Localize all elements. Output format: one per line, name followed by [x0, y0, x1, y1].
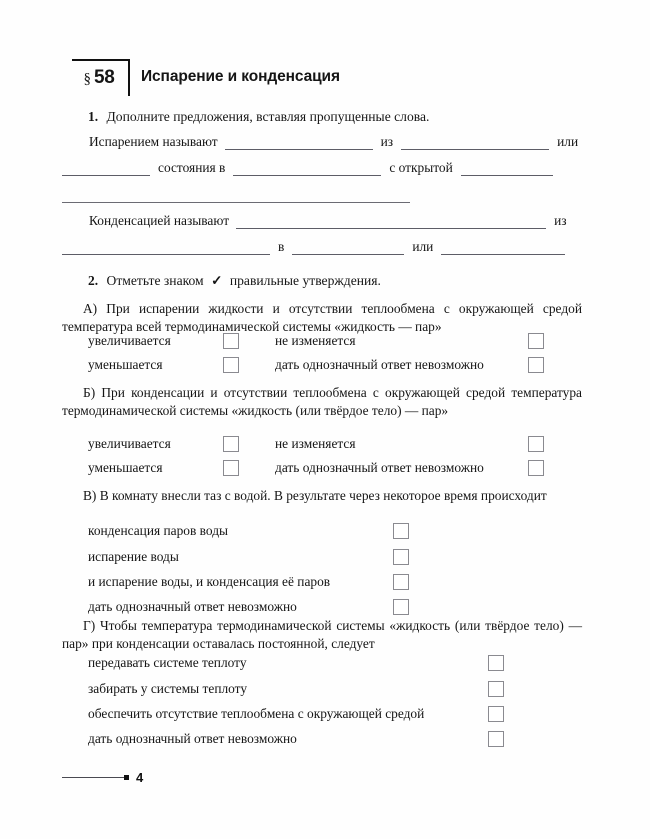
task-1-blank-line-5 [62, 236, 582, 255]
blank-rule[interactable] [441, 241, 565, 255]
task-1-number: 1. [88, 109, 99, 124]
task-2-prompt-before: Отметьте знаком [106, 273, 204, 288]
footer-square-bullet-icon [124, 775, 129, 780]
option-label: дать однозначный ответ невозможно [88, 731, 297, 746]
blank-rule[interactable] [461, 162, 553, 176]
option-label: не изменяется [275, 333, 356, 348]
item-statement: При испарении жидкости и отсутствии теплообмена с окружающей средой температура всей термодинамической системы «жидкость — пар» [62, 301, 582, 334]
option-row [88, 599, 428, 615]
option-checkbox[interactable] [393, 574, 409, 590]
option-label: и испарение воды, и конденсация её паров [88, 574, 331, 589]
option-row [88, 436, 558, 452]
item-letter: А) [83, 301, 98, 316]
option-label: дать однозначный ответ невозможно [275, 357, 484, 372]
option-label: увеличивается [88, 333, 171, 348]
option-row [88, 655, 518, 671]
blank-label: в [278, 239, 285, 254]
option-row [88, 706, 518, 722]
option-checkbox[interactable] [393, 549, 409, 565]
task-2-item-v-text [62, 487, 582, 505]
checkmark-icon: ✓ [211, 273, 223, 288]
option-label: дать однозначный ответ невозможно [88, 599, 297, 614]
blank-label: из [554, 213, 567, 228]
blank-label: Испарением называют [89, 134, 218, 149]
page-number: 4 [136, 770, 144, 785]
task-1-blank-line-3 [62, 184, 422, 203]
blank-label: или [557, 134, 579, 149]
blank-label: или [412, 239, 434, 254]
page-title: Испарение и конденсация [141, 68, 340, 85]
section-number-box [72, 59, 130, 96]
option-label: испарение воды [88, 549, 179, 564]
section-number: 58 [93, 67, 115, 88]
option-label: уменьшается [88, 460, 163, 475]
option-label: передавать системе теплоту [88, 655, 247, 670]
option-checkbox[interactable] [223, 333, 239, 349]
option-checkbox[interactable] [488, 706, 504, 722]
option-checkbox[interactable] [393, 599, 409, 615]
option-row [88, 460, 558, 476]
option-checkbox[interactable] [528, 333, 544, 349]
option-checkbox[interactable] [223, 436, 239, 452]
option-checkbox[interactable] [393, 523, 409, 539]
option-checkbox[interactable] [223, 357, 239, 373]
blank-label: из [380, 134, 394, 149]
task-2-prompt-after: правильные утверждения. [229, 273, 381, 288]
task-2-item-a-text [62, 300, 582, 335]
task-2-prompt [88, 274, 381, 288]
blank-rule[interactable] [233, 162, 381, 176]
footer-rule [62, 776, 124, 778]
item-statement: В комнату внесли таз с водой. В результате через некоторое время происходит [99, 488, 547, 503]
option-label: уменьшается [88, 357, 163, 372]
option-checkbox[interactable] [528, 460, 544, 476]
task-1-prompt-text: Дополните предложения, вставляя пропущенные слова. [106, 109, 430, 124]
option-label: конденсация паров воды [88, 523, 229, 538]
section-header [72, 58, 340, 96]
option-row [88, 731, 518, 747]
option-row [88, 523, 428, 539]
option-checkbox[interactable] [488, 681, 504, 697]
item-letter: В) [83, 488, 97, 503]
option-row [88, 681, 518, 697]
option-row [88, 549, 428, 565]
option-checkbox[interactable] [528, 357, 544, 373]
blank-rule[interactable] [401, 136, 549, 150]
blank-label: состояния в [158, 160, 226, 175]
blank-rule[interactable] [62, 241, 270, 255]
task-1-blank-line-1 [88, 131, 580, 150]
page-footer [62, 770, 143, 785]
blank-rule[interactable] [62, 162, 150, 176]
option-checkbox[interactable] [223, 460, 239, 476]
blank-rule[interactable] [292, 241, 404, 255]
task-1-blank-line-4 [88, 210, 582, 229]
task-2-number: 2. [88, 273, 99, 288]
blank-label: с открытой [389, 160, 453, 175]
option-checkbox[interactable] [488, 655, 504, 671]
option-label: увеличивается [88, 436, 171, 451]
option-row [88, 333, 558, 349]
task-1-blank-line-2 [62, 157, 582, 176]
option-checkbox[interactable] [488, 731, 504, 747]
option-label: не изменяется [275, 436, 356, 451]
item-letter: Б) [83, 385, 96, 400]
option-row [88, 574, 428, 590]
option-label: забирать у системы теплоту [88, 681, 248, 696]
option-label: дать однозначный ответ невозможно [275, 460, 484, 475]
task-2-item-g-text [62, 617, 582, 652]
task-2-item-b-text [62, 384, 582, 419]
item-statement: Чтобы температура термодинамической системы «жидкость (или твёрдое тело) — пар» при конденсации оставалась постоянной, следует [62, 618, 582, 651]
blank-rule[interactable] [236, 215, 546, 229]
item-letter: Г) [83, 618, 96, 633]
section-sign: § [83, 70, 91, 87]
option-label: обеспечить отсутствие теплообмена с окружающей средой [88, 706, 425, 721]
blank-rule[interactable] [62, 189, 410, 203]
task-1-prompt [88, 110, 429, 124]
option-checkbox[interactable] [528, 436, 544, 452]
blank-rule[interactable] [225, 136, 373, 150]
option-row [88, 357, 558, 373]
item-statement: При конденсации и отсутствии теплообмена с окружающей средой температура термодинамической системы «жидкость (или твёрдое тело) — пар» [62, 385, 582, 418]
blank-label: Конденсацией называют [89, 213, 230, 228]
